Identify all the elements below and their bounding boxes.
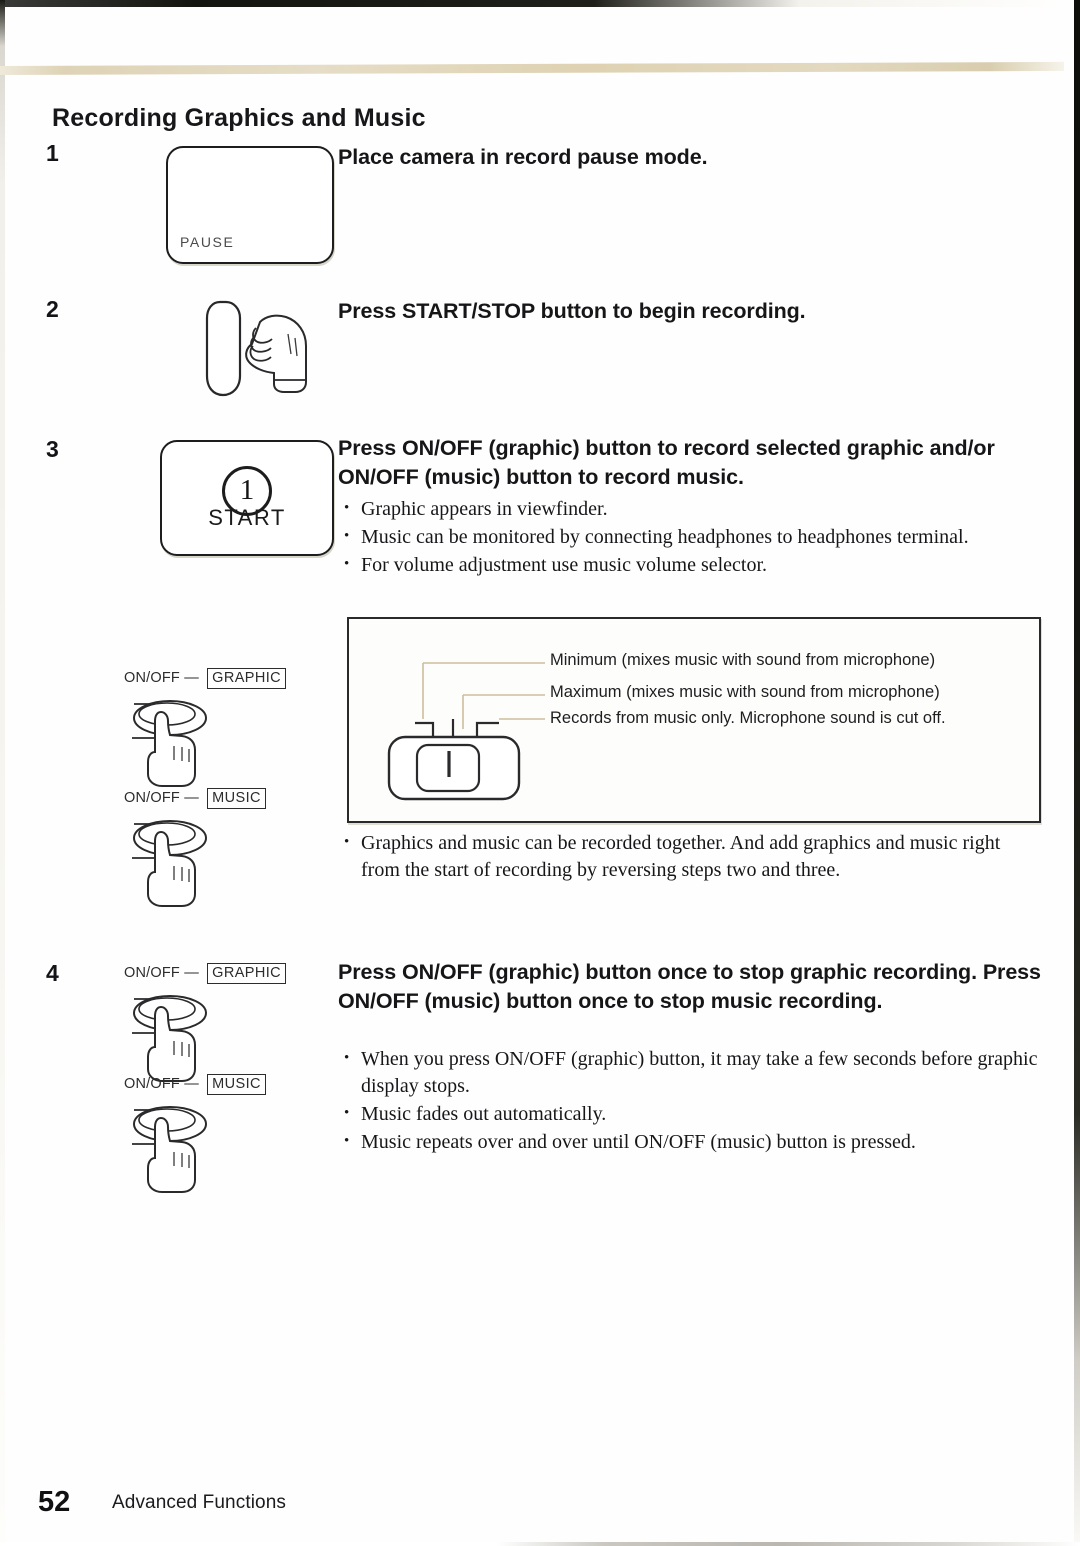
control-prefix: ON/OFF — [124, 790, 180, 806]
control-boxed-music: MUSIC — [207, 1074, 266, 1095]
control-dash: — — [184, 670, 199, 686]
viewfinder-pause-figure — [166, 146, 334, 264]
bullet-item: • When you press ON/OFF (graphic) button, it may take a few seconds before graphic display stops. — [342, 1046, 1042, 1100]
step-number-4: 4 — [46, 960, 59, 986]
page-title: Recording Graphics and Music — [52, 104, 426, 132]
control-boxed-music: MUSIC — [207, 788, 266, 809]
step-3-bullets — [342, 496, 1042, 580]
annotation-maximum: Maximum (mixes music with sound from microphone) — [550, 683, 940, 701]
control-dash: — — [184, 1076, 199, 1092]
step-number-3: 3 — [46, 436, 59, 462]
finger-press-graphic-icon-step4 — [124, 985, 234, 1085]
control-label-graphic-step4 — [124, 965, 286, 981]
hand-pressing-button-icon — [196, 288, 336, 408]
step-heading-3: Press ON/OFF (graphic) button to record selected graphic and/or ON/OFF (music) button to record music. — [338, 436, 995, 489]
scan-edge-top — [0, 0, 1080, 7]
control-label-music-step3 — [124, 790, 266, 806]
step-4-bullets — [342, 1046, 1042, 1157]
bullet-item: • Music repeats over and over until ON/OFF (music) button is pressed. — [342, 1129, 1042, 1156]
page-section-label: Advanced Functions — [112, 1492, 286, 1513]
annotation-music-only: Records from music only. Microphone sound is cut off. — [550, 709, 946, 727]
control-boxed-graphic: GRAPHIC — [207, 963, 286, 984]
step-3-after-bullets — [342, 830, 1042, 885]
step-number-1: 1 — [46, 140, 59, 166]
annotation-minimum: Minimum (mixes music with sound from microphone) — [550, 651, 936, 669]
control-prefix: ON/OFF — [124, 965, 180, 981]
header-rule — [0, 62, 1064, 75]
step-heading-4: Press ON/OFF (graphic) button once to stop graphic recording. Press ON/OFF (music) button once to stop music recording. — [338, 960, 1041, 1013]
control-label-graphic-step3 — [124, 670, 286, 686]
control-dash: — — [184, 965, 199, 981]
viewfinder-start-figure — [160, 440, 334, 556]
control-prefix: ON/OFF — [124, 1076, 180, 1092]
bullet-item: • For volume adjustment use music volume selector. — [342, 552, 1042, 579]
step-number-2: 2 — [46, 296, 59, 322]
scan-edge-bottom — [0, 1542, 1080, 1546]
control-dash: — — [184, 790, 199, 806]
bullet-item: • Graphic appears in viewfinder. — [342, 496, 1042, 523]
start-label: START — [208, 505, 286, 530]
finger-press-music-icon-step3 — [124, 810, 234, 910]
bullet-item: • Music fades out automatically. — [342, 1101, 1042, 1128]
start-badge-number: 1 — [222, 466, 272, 516]
control-label-music-step4 — [124, 1076, 266, 1092]
step-heading-1: Place camera in record pause mode. — [338, 145, 708, 169]
viewfinder-pause-label: PAUSE — [180, 234, 235, 250]
finger-press-music-icon-step4 — [124, 1096, 234, 1196]
step-heading-2: Press START/STOP button to begin recording. — [338, 299, 806, 323]
control-boxed-graphic: GRAPHIC — [207, 668, 286, 689]
page-number: 52 — [38, 1486, 71, 1518]
finger-press-graphic-icon-step3 — [124, 690, 234, 790]
volume-selector-panel — [347, 617, 1041, 823]
control-prefix: ON/OFF — [124, 670, 180, 686]
scan-edge-left — [0, 0, 5, 1546]
bullet-item: • Music can be monitored by connecting headphones to headphones terminal. — [342, 524, 1042, 551]
bullet-item: • Graphics and music can be recorded together. And add graphics and music right from the start of recording by reversing steps two and three. — [342, 830, 1042, 884]
scan-edge-right — [1074, 0, 1080, 1546]
